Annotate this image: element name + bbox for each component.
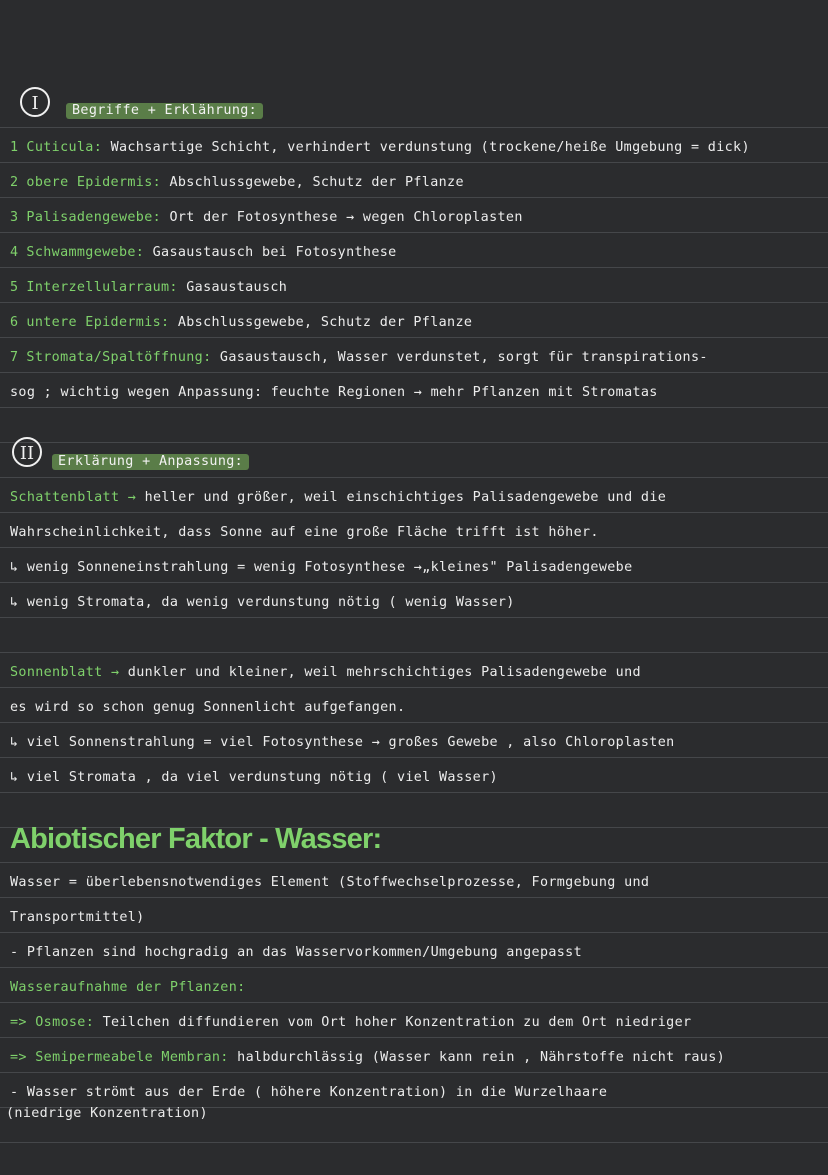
section2-heading: Erklärung + Anpassung: [52, 454, 249, 469]
arrow-icon: => [10, 1015, 27, 1030]
term-label: untere Epidermis: [26, 315, 170, 330]
term-description: Gasaustausch [186, 280, 288, 295]
term-item-1: 1 Cuticula: Wachsartige Schicht, verhindert verdunstung (trockene/heiße Umgebung = dick) [10, 140, 750, 155]
term-label: Cuticula: [26, 140, 103, 155]
term-item-5: 5 Interzellularraum: Gasaustausch [10, 280, 288, 295]
membran-line: => Semipermeabele Membran: halbdurchlässig (Wasser kann rein , Nährstoffe nicht raus) [10, 1050, 726, 1065]
term-description: Gasaustausch, Wasser verdunstet, sorgt für transpirations- [219, 350, 708, 365]
water-intake-label: Wasseraufnahme der Pflanzen: [10, 980, 246, 995]
water-adaptation: - Pflanzen sind hochgradig an das Wasservorkommen/Umgebung angepasst [10, 945, 583, 960]
shade-leaf-line-1: Schattenblatt → heller und größer, weil einschichtiges Palisadengewebe und die [10, 490, 667, 505]
water-flow-line-2: (niedrige Konzentration) [6, 1106, 208, 1121]
term-description: Ort der Fotosynthese → wegen Chloroplasten [169, 210, 523, 225]
shade-leaf-line-2: Wahrscheinlichkeit, dass Sonne auf eine große Fläche trifft ist höher. [10, 525, 599, 540]
sun-leaf-bullet-2: ↳ viel Stromata , da viel verdunstung nötig ( viel Wasser) [10, 770, 498, 785]
sun-leaf-bullet-1: ↳ viel Sonnenstrahlung = viel Fotosynthese → großes Gewebe , also Chloroplasten [10, 735, 675, 750]
water-definition-line-1: Wasser = überlebensnotwendiges Element (Stoffwechselprozesse, Formgebung und [10, 875, 650, 890]
section1-heading: Begriffe + Erklährung: [66, 103, 263, 118]
water-definition-line-2: Transportmittel) [10, 910, 145, 925]
sun-leaf-line-2: es wird so schon genug Sonnenlicht aufgefangen. [10, 700, 406, 715]
term-item-7: 7 Stromata/Spaltöffnung: Gasaustausch, Wasser verdunstet, sorgt für transpirations- [10, 350, 708, 365]
membran-term: Semipermeabele Membran: [35, 1050, 229, 1065]
section1-numeral: I [20, 87, 50, 117]
osmose-line: => Osmose: Teilchen diffundieren vom Ort hoher Konzentration zu dem Ort niedriger [10, 1015, 692, 1030]
sun-leaf-term: Sonnenblatt → [10, 665, 120, 680]
term-label: obere Epidermis: [26, 175, 162, 190]
water-section-title: Abiotischer Faktor - Wasser: [10, 823, 382, 855]
term-label: Palisadengewebe: [26, 210, 162, 225]
term-item-3: 3 Palisadengewebe: Ort der Fotosynthese → wegen Chloroplasten [10, 210, 523, 225]
section2-numeral: II [12, 437, 42, 467]
osmose-term: Osmose: [35, 1015, 95, 1030]
shade-leaf-term: Schattenblatt → [10, 490, 137, 505]
term-label: Stromata/Spaltöffnung: [26, 350, 212, 365]
term-label: Interzellularraum: [26, 280, 178, 295]
arrow-icon: => [10, 1050, 27, 1065]
term-item-6: 6 untere Epidermis: Abschlussgewebe, Schutz der Pflanze [10, 315, 473, 330]
water-flow-line-1: - Wasser strömt aus der Erde ( höhere Konzentration) in die Wurzelhaare [10, 1085, 608, 1100]
sun-leaf-line-1: Sonnenblatt → dunkler und kleiner, weil mehrschichtiges Palisadengewebe und [10, 665, 641, 680]
term-item-7-continuation: sog ; wichtig wegen Anpassung: feuchte Regionen → mehr Pflanzen mit Stromatas [10, 385, 658, 400]
term-description: Abschlussgewebe, Schutz der Pflanze [169, 175, 464, 190]
shade-leaf-bullet-2: ↳ wenig Stromata, da wenig verdunstung nötig ( wenig Wasser) [10, 595, 515, 610]
term-description: Wachsartige Schicht, verhindert verdunstung (trockene/heiße Umgebung = dick) [110, 140, 750, 155]
term-label: Schwammgewebe: [26, 245, 145, 260]
term-description: Gasaustausch bei Fotosynthese [152, 245, 397, 260]
shade-leaf-bullet-1: ↳ wenig Sonneneinstrahlung = wenig Fotosynthese →„kleines" Palisadengewebe [10, 560, 633, 575]
term-item-2: 2 obere Epidermis: Abschlussgewebe, Schutz der Pflanze [10, 175, 464, 190]
term-description: Abschlussgewebe, Schutz der Pflanze [177, 315, 473, 330]
term-item-4: 4 Schwammgewebe: Gasaustausch bei Fotosynthese [10, 245, 397, 260]
